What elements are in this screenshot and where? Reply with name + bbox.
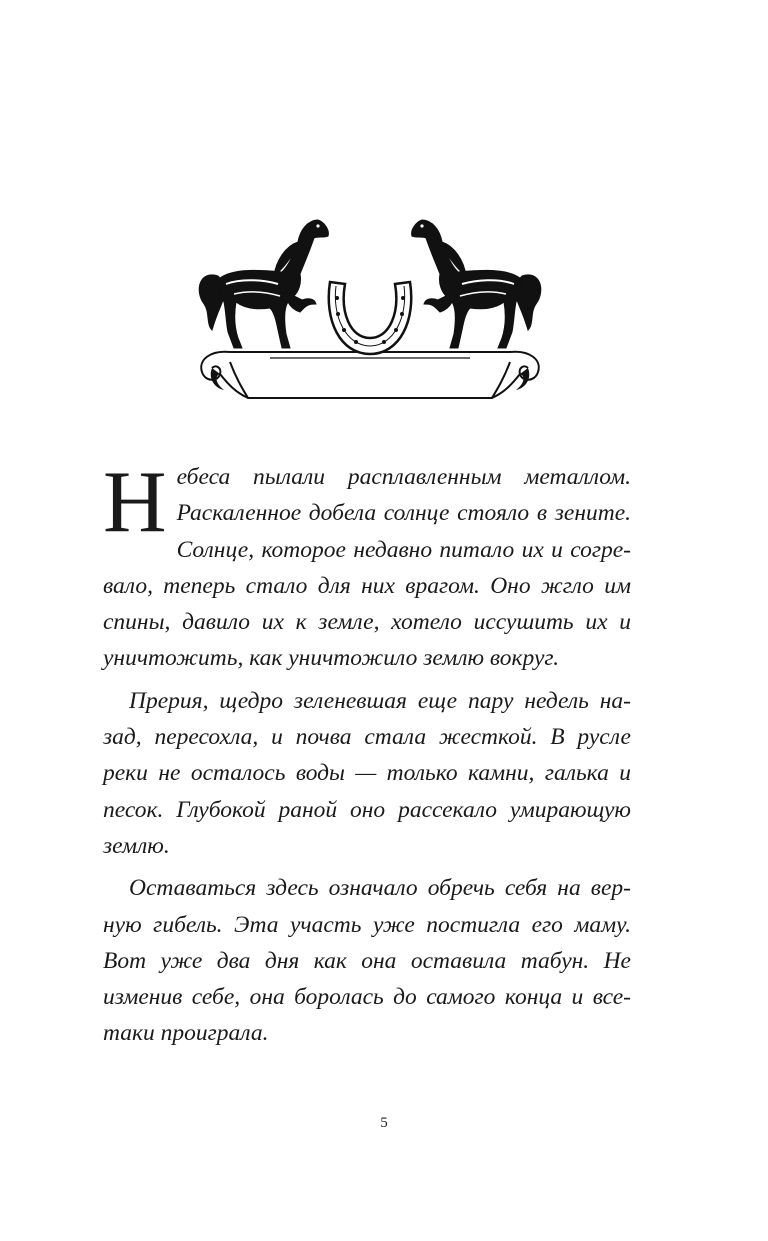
paragraph-3: Оставаться здесь означало обречь себя на верную гибель. Эта участь уже постигла его маму. Вот уже два дня как она оставила табун. Не изменив себе, она боролась до самого конца и всетаки проиграла. <box>103 875 631 1047</box>
chapter-text <box>103 454 631 1052</box>
paragraph-1 <box>103 454 631 677</box>
paragraph-2: Прерия, щедро зеленевшая еще пару недель назад, пересохла, и почва стала жесткой. В русле реки не осталось воды — только камни, галька и песок. Глубокой раной оно рассекало умирающую землю. <box>103 687 631 859</box>
horses-horseshoe-ornament-icon <box>190 212 550 407</box>
paragraph-1-text: ебеса пылали расплавленным металлом. Раскаленное добела солнце стояло в зените. Солнце, которое недавно питало их и согревало, теперь стало для них врагом. Оно жгло им спины, давило их к земле, хотело иссушить их и уничтожить, как уничтожило землю вокруг. <box>103 464 631 672</box>
drop-cap-letter: Н <box>103 454 167 551</box>
page-number: 5 <box>380 1115 388 1131</box>
